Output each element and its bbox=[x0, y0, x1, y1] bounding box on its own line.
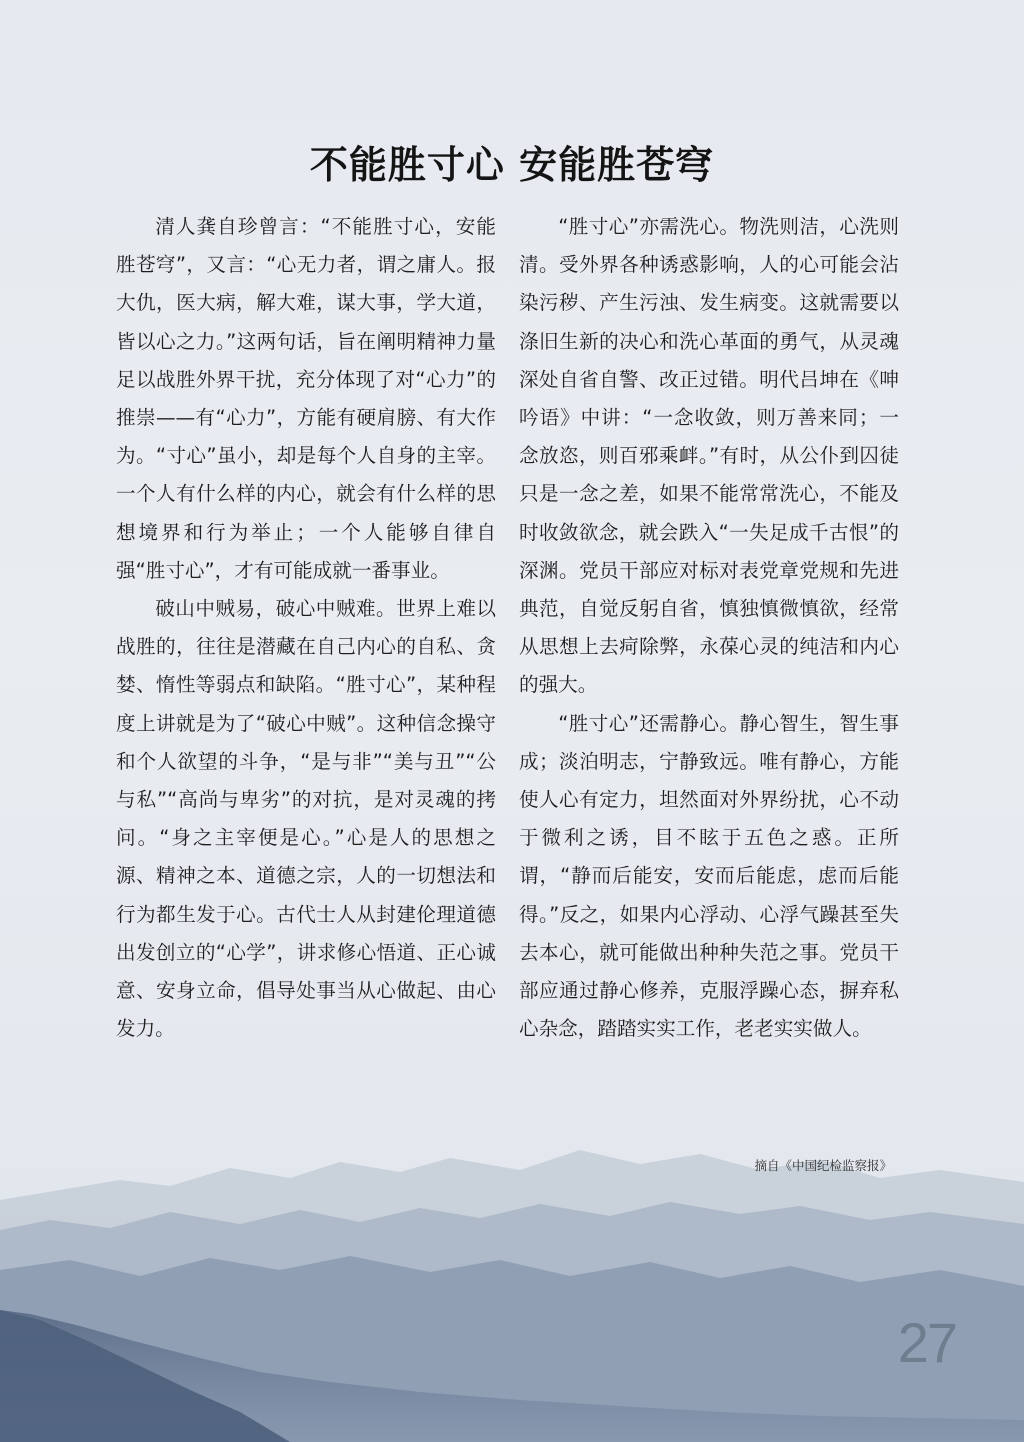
paragraph: “胜寸心”还需静心。静心智生，智生事成；淡泊明志，宁静致远。唯有静心，方能使人心有定力，坦然面对外界纷扰，心不动于微利之诱，目不眩于五色之惑。正所谓，“静而后能安，安而后能虑，虑而后能得。”反之，如果内心浮动、心浮气躁甚至失去本心，就可能做出种种失范之事。党员干部应通过静心修养，克服浮躁心态，摒弃私心杂念，踏踏实实工作，老老实实做人。 bbox=[519, 711, 899, 1041]
paragraph: “胜寸心”亦需洗心。物洗则洁，心洗则清。受外界各种诱惑影响，人的心可能会沾染污秽、产生污浊、发生病变。这就需要以涤旧生新的决心和洗心革面的勇气，从灵魂深处自省自警、改正过错。明代吕坤在《呻吟语》中讲：“一念收敛，则万善来同；一念放恣，则百邪乘衅。”有时，从公仆到囚徒只是一念之差，如果不能常常洗心，不能及时收敛欲念，就会跌入“一失足成千古恨”的深渊。党员干部应对标对表党章党规和先进典范，自觉反躬自省，慎独慎微慎欲，经常从思想上去疴除弊，永葆心灵的纯洁和内心的强大。 bbox=[519, 215, 899, 697]
page-number: 27 bbox=[897, 1311, 956, 1374]
left-text-column bbox=[116, 208, 496, 1048]
paragraph: 清人龚自珍曾言：“不能胜寸心，安能胜苍穹”，又言：“心无力者，谓之庸人。报大仇，医大病，解大难，谋大事，学大道，皆以心之力。”这两句话，旨在阐明精神力量足以战胜外界干扰，充分体现了对“心力”的推崇——有“心力”，方能有硬肩膀、有大作为。“寸心”虽小，却是每个人自身的主宰。一个人有什么样的内心，就会有什么样的思想境界和行为举止；一个人能够自律自强“胜寸心”，才有可能成就一番事业。 bbox=[116, 215, 496, 582]
source-attribution: 摘自《中国纪检监察报》 bbox=[754, 1158, 892, 1173]
right-text-column bbox=[519, 208, 899, 1048]
paragraph: 破山中贼易，破心中贼难。世界上难以战胜的，往往是潜藏在自己内心的自私、贪婪、惰性等弱点和缺陷。“胜寸心”，某种程度上讲就是为了“破心中贼”。这种信念操守和个人欲望的斗争，“是与非”“美与丑”“公与私”“高尚与卑劣”的对抗，是对灵魂的拷问。“身之主宰便是心。”心是人的思想之源、精神之本、道德之宗，人的一切想法和行为都生发于心。古代士人从封建伦理道德出发创立的“心学”，讲求修心悟道、正心诚意、安身立命，倡导处事当从心做起、由心发力。 bbox=[116, 597, 496, 1041]
article-title: 不能胜寸心 安能胜苍穹 bbox=[309, 143, 715, 187]
